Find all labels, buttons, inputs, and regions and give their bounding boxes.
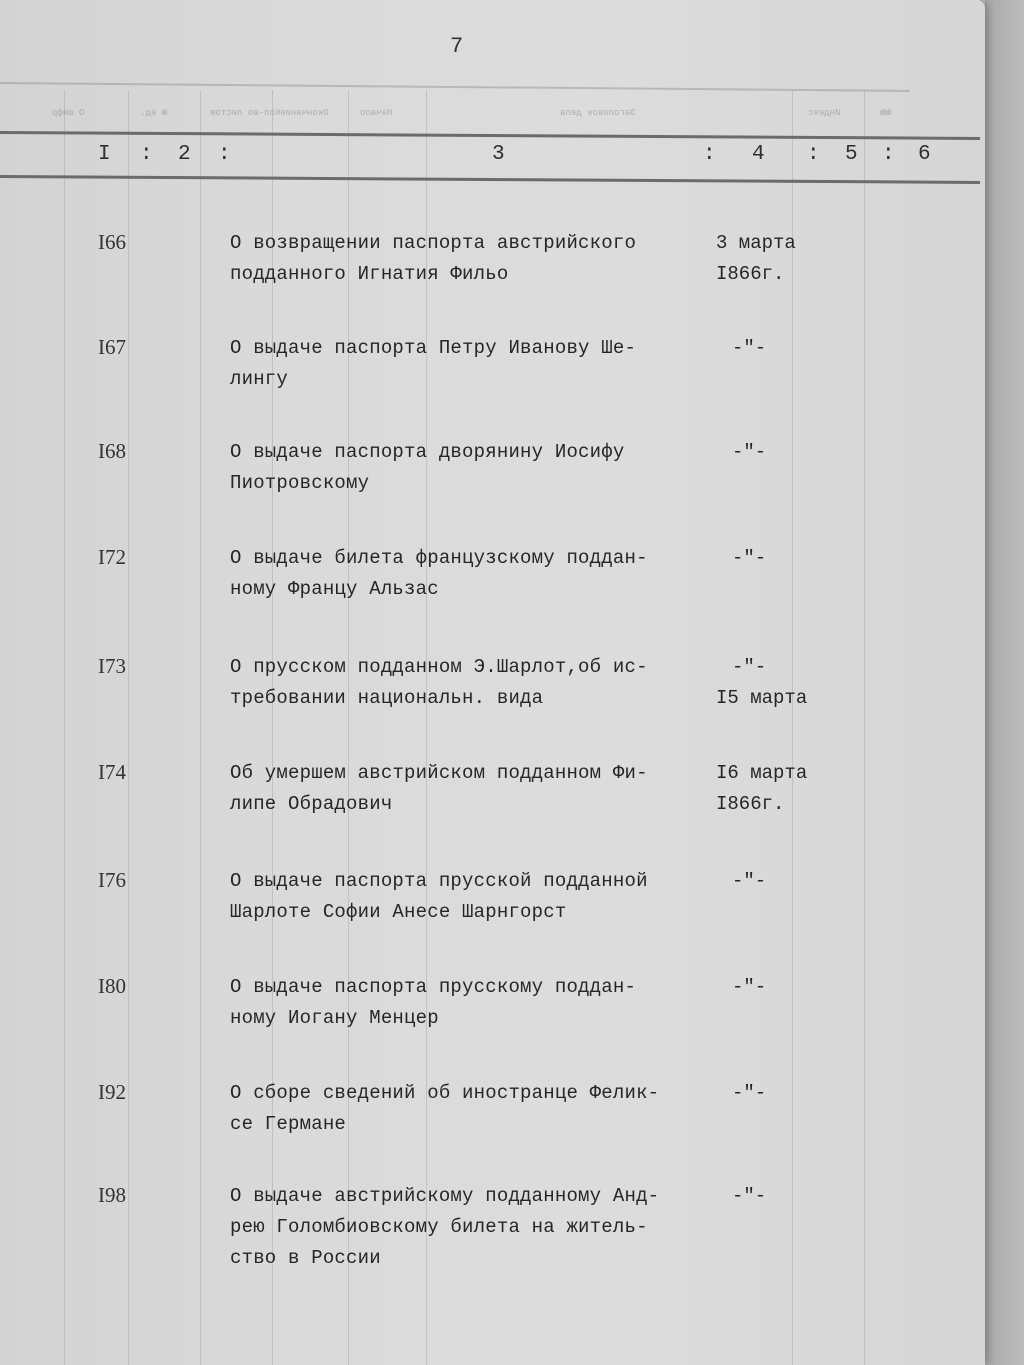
entry-number: I74	[98, 760, 126, 784]
entry-title	[230, 1181, 710, 1274]
entry-title-line: Пиотровскому	[230, 472, 370, 494]
column-guide-line	[200, 90, 201, 1365]
column-number: 4	[752, 143, 765, 166]
show-through-label: Заголовок дела	[560, 108, 636, 118]
entry-title	[230, 866, 710, 928]
entry-title-line: О выдаче австрийскому подданному Анд-	[230, 1185, 660, 1207]
column-number: 5	[845, 143, 858, 166]
entry-title-line: ному Иогану Менцер	[230, 1007, 439, 1029]
column-separator: :	[218, 143, 231, 166]
entry-title-line: О выдаче билета французскому поддан-	[230, 547, 648, 569]
page-number: 7	[450, 34, 464, 59]
entry-date-line: I6 марта	[716, 762, 808, 784]
entry-title-line: ному Францу Альзас	[230, 578, 439, 600]
entry-date-line: I5 марта	[716, 687, 808, 709]
entry-title	[230, 972, 710, 1034]
column-separator: :	[882, 143, 895, 166]
background-surface	[985, 0, 1024, 1365]
entry-number: I92	[98, 1080, 126, 1104]
entry-title	[230, 652, 710, 714]
ditto-mark: -"-	[732, 1185, 767, 1207]
entry-title-line: О выдаче паспорта прусской подданной	[230, 870, 648, 892]
entry-number: I72	[98, 545, 126, 569]
show-through-label: Начало	[360, 108, 393, 118]
entry-title-line: требовании национальн. вида	[230, 687, 544, 709]
ditto-mark: -"-	[732, 870, 767, 892]
entry-number: I80	[98, 974, 126, 998]
header-rule-bottom	[0, 175, 980, 184]
column-guide-line	[64, 90, 65, 1365]
show-through-label: №№	[880, 108, 891, 118]
entry-date-line: I866г.	[716, 263, 785, 285]
show-through-label: Окончание	[280, 108, 329, 118]
column-separator: :	[807, 143, 820, 166]
entry-title	[230, 228, 710, 290]
ditto-mark: -"-	[732, 547, 767, 569]
entry-title-line: лингу	[230, 368, 289, 390]
entry-number: I76	[98, 868, 126, 892]
entry-date	[716, 543, 766, 574]
entry-title-line: О выдаче паспорта Петру Иванову Ше-	[230, 337, 637, 359]
entry-title	[230, 1078, 710, 1140]
column-guide-line	[128, 90, 129, 1365]
show-through-label: О шифр	[52, 108, 85, 118]
header-rule-top	[0, 131, 980, 140]
ditto-mark: -"-	[732, 337, 767, 359]
entry-title	[230, 543, 710, 605]
entry-date-line: I866г.	[716, 793, 785, 815]
column-guide-line	[864, 90, 865, 1365]
column-separator: :	[703, 143, 716, 166]
entry-title-line: О выдаче паспорта дворянину Иосифу	[230, 441, 625, 463]
entry-date	[716, 758, 807, 820]
entry-date	[716, 972, 766, 1003]
entry-title-line: О прусском подданном Э.Шарлот,об ис-	[230, 656, 648, 678]
entry-number: I66	[98, 230, 126, 254]
entry-date	[716, 437, 766, 468]
entry-date	[716, 652, 807, 714]
column-number: 6	[918, 143, 931, 166]
ditto-mark: -"-	[732, 1082, 767, 1104]
entry-title-line: липе Обрадович	[230, 793, 393, 815]
entry-title-line: рею Голомбиовскому билета на житель-	[230, 1216, 648, 1238]
entry-title-line: Шарлоте Софии Анесе Шарнгорст	[230, 901, 567, 923]
show-through-label: № ед.	[140, 108, 168, 118]
show-through-label: Кол-во листов	[210, 108, 281, 118]
entry-title	[230, 758, 710, 820]
entry-title-line: ство в России	[230, 1247, 381, 1269]
column-number: 3	[492, 143, 505, 166]
entry-number: I73	[98, 654, 126, 678]
entry-date	[716, 1078, 766, 1109]
column-number: I	[98, 143, 111, 166]
entry-title-line: Об умершем австрийском подданном Фи-	[230, 762, 648, 784]
entry-title-line: О сборе сведений об иностранце Фелик-	[230, 1082, 660, 1104]
column-number: 2	[178, 143, 191, 166]
entry-date	[716, 866, 766, 897]
entry-title	[230, 333, 710, 395]
entry-number: I98	[98, 1183, 126, 1207]
entry-title-line: се Германе	[230, 1113, 347, 1135]
ditto-mark: -"-	[732, 976, 767, 998]
entry-date	[716, 1181, 766, 1212]
column-separator: :	[140, 143, 153, 166]
entry-number: I68	[98, 439, 126, 463]
show-through-rule	[0, 82, 910, 92]
entry-title	[230, 437, 710, 499]
column-number-row	[0, 143, 985, 173]
ditto-mark: -"-	[732, 441, 767, 463]
entry-title-line: подданного Игнатия Фильо	[230, 263, 509, 285]
show-through-label: Индекс	[808, 108, 841, 118]
entry-date-line: 3 марта	[716, 232, 796, 254]
entry-number: I67	[98, 335, 126, 359]
entry-title-line: О выдаче паспорта прусскому поддан-	[230, 976, 637, 998]
entry-date	[716, 333, 766, 364]
ditto-mark: -"-	[732, 656, 767, 678]
entry-title-line: О возвращении паспорта австрийского	[230, 232, 637, 254]
entry-date	[716, 228, 796, 290]
